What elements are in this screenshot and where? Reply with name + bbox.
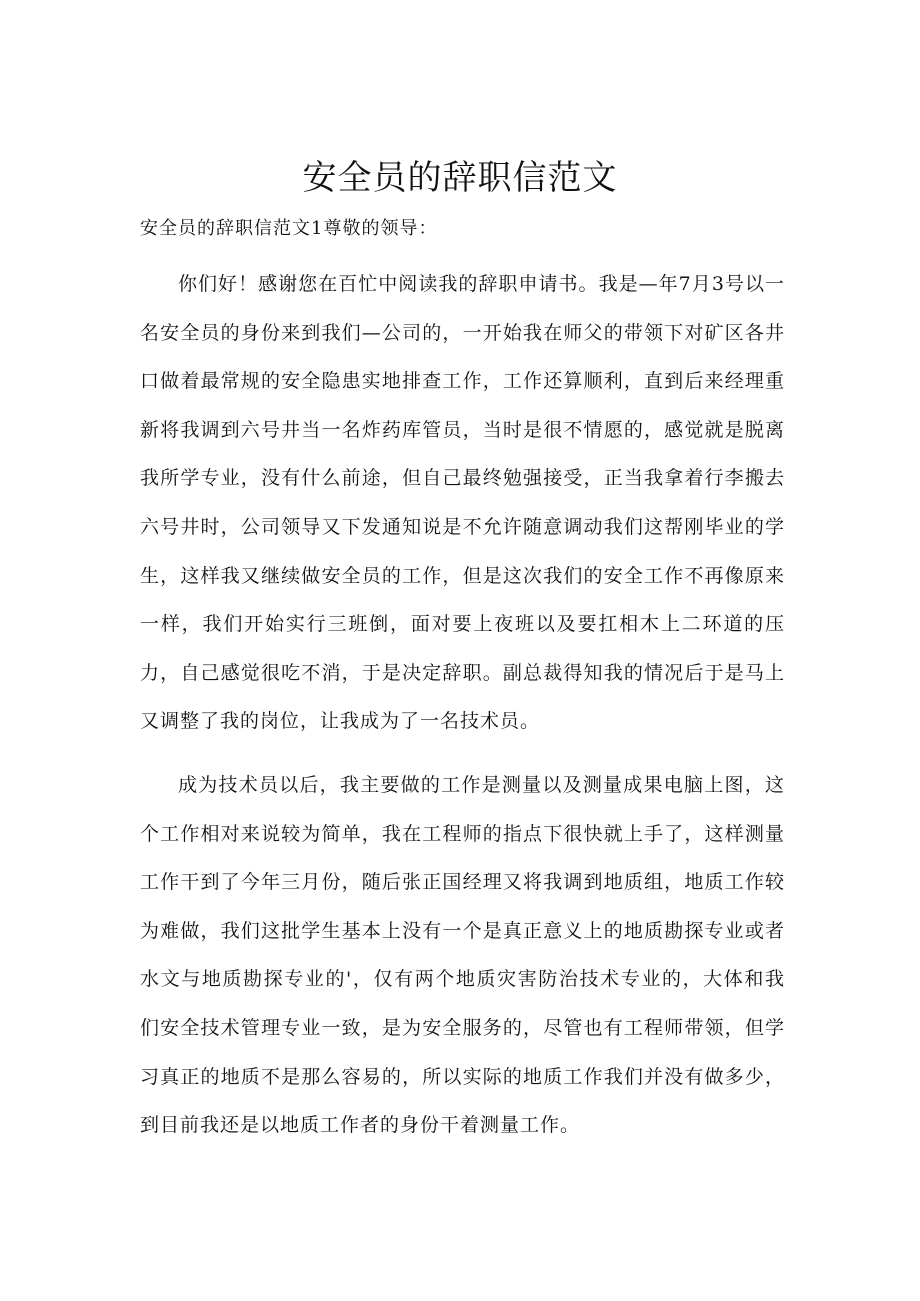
- body-paragraph-2: 成为技术员以后，我主要做的工作是测量以及测量成果电脑上图，这个工作相对来说较为简单，我在工程师的指点下很快就上手了，这样测量工作干到了今年三月份，随后张正国经理又将我调到地质组，地质工作较为难做，我们这批学生基本上没有一个是真正意义上的地质勘探专业或者水文与地质勘探专业的'，仅有两个地质灾害防治技术专业的，大体和我们安全技术管理专业一致，是为安全服务的，尽管也有工程师带领，但学习真正的地质不是那么容易的，所以实际的地质工作我们并没有做多少，到目前我还是以地质工作者的身份干着测量工作。: [140, 774, 785, 1137]
- salutation-line: 安全员的辞职信范文1尊敬的领导：: [140, 218, 438, 239]
- document-title: 安全员的辞职信范文: [302, 158, 618, 198]
- body-paragraph-1: 你们好！感谢您在百忙中阅读我的辞职申请书。我是—年7月3号以一名安全员的身份来到我们—公司的，一开始我在师父的带领下对矿区各井口做着最常规的安全隐患实地排查工作，工作还算顺利，直到后来经理重新将我调到六号井当一名炸药库管员，当时是很不情愿的，感觉就是脱离我所学专业，没有什么前途，但自己最终勉强接受，正当我拿着行李搬去六号井时，公司领导又下发通知说是不允许随意调动我们这帮刚毕业的学生，这样我又继续做安全员的工作，但是这次我们的安全工作不再像原来一样，我们开始实行三班倒，面对要上夜班以及要扛相木上二环道的压力，自己感觉很吃不消，于是决定辞职。副总裁得知我的情况后于是马上又调整了我的岗位，让我成为了一名技术员。: [140, 273, 785, 733]
